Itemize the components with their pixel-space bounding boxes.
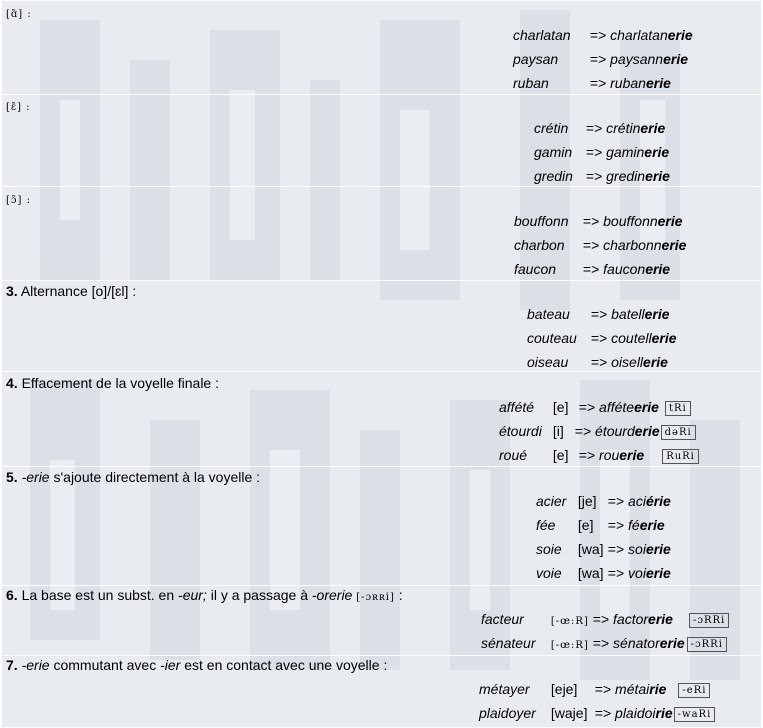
arrow: =>: [592, 635, 610, 651]
phonetic: [je]: [577, 493, 597, 509]
section-text: commutant avec: [49, 657, 161, 673]
derived-stem: crétin: [606, 120, 641, 136]
arrow: =>: [607, 493, 625, 509]
example-line: [513, 75, 671, 91]
suffix: erie: [640, 120, 666, 136]
arrow: =>: [592, 611, 610, 627]
example-line: [481, 635, 727, 652]
suffix: erie: [651, 330, 677, 346]
phonetic: [e]: [552, 447, 569, 463]
derived-stem: faucon: [603, 261, 646, 277]
phonetic: [waje]: [550, 705, 588, 721]
base-word: charbon: [514, 237, 565, 253]
derived-stem: soi: [628, 541, 646, 557]
arrow: =>: [578, 399, 596, 415]
ipa-transcription: -waRi: [674, 707, 716, 722]
base-word: voie: [536, 565, 562, 581]
arrow: =>: [590, 354, 608, 370]
arrow: =>: [607, 517, 625, 533]
suffix: erie: [644, 144, 670, 160]
label-nasal-a: [6, 4, 32, 20]
base-word: étourdi: [499, 423, 542, 439]
base-word: faucon: [514, 261, 557, 277]
example-line: [499, 447, 699, 464]
suffix-term: -orerie: [311, 587, 353, 603]
section-text: Effacement de la voyelle finale :: [21, 375, 219, 391]
derived-stem: bouffonn: [603, 213, 658, 229]
derived-stem: plaidoi: [615, 705, 656, 721]
derived-stem: charlatan: [610, 27, 668, 43]
row-separator: [0, 280, 763, 281]
suffix: erie: [667, 27, 693, 43]
base-word: oiseau: [527, 354, 569, 370]
suffix-term: -erie: [21, 657, 50, 673]
suffix: erie: [645, 565, 671, 581]
derived-stem: métai: [615, 681, 650, 697]
section-number: 3.: [6, 283, 18, 299]
suffix: erie: [661, 237, 687, 253]
base-word: charlatan: [513, 27, 571, 43]
derived-stem: gamin: [606, 144, 645, 160]
row-separator: [0, 655, 763, 656]
example-line: [527, 354, 668, 370]
section-3-heading: [6, 283, 136, 299]
suffix-term: -eur;: [178, 587, 207, 603]
row-separator: [0, 0, 763, 1]
example-line: [514, 237, 686, 253]
example-line: [514, 261, 670, 277]
suffix: erie: [639, 517, 665, 533]
derived-stem: sénator: [613, 635, 660, 651]
arrow: =>: [594, 681, 612, 697]
example-line: [513, 27, 693, 43]
base-word: ruban: [513, 75, 549, 91]
example-line: [527, 330, 677, 346]
ipa-transcription: -ɔRRi: [689, 613, 729, 628]
suffix: erie: [663, 51, 688, 67]
suffix: érie: [645, 493, 671, 509]
base-word: couteau: [527, 330, 577, 346]
example-line: [536, 541, 671, 557]
suffix: erie: [648, 611, 673, 627]
derived-stem: étourd: [595, 423, 635, 439]
row-separator: [0, 186, 763, 187]
suffix: erie: [645, 75, 671, 91]
arrow: =>: [582, 237, 600, 253]
base-word: bouffonn: [514, 213, 569, 229]
base-word: acier: [536, 493, 567, 509]
example-line: [536, 565, 671, 581]
arrow: =>: [582, 213, 600, 229]
phonetic-label: [ɔ̃] :: [6, 195, 31, 206]
ipa-transcription: tRi: [665, 401, 691, 416]
derived-stem: rou: [599, 447, 620, 463]
row-separator: [0, 94, 763, 95]
row-separator: [0, 585, 763, 586]
suffix-term: -ier: [160, 657, 181, 673]
ipa-transcription: -eRi: [678, 683, 710, 698]
suffix: erie: [619, 447, 645, 463]
phonetic: [e]: [552, 399, 569, 415]
arrow: =>: [590, 306, 608, 322]
derived-stem: aci: [628, 493, 646, 509]
phonetic: [wa]: [577, 541, 604, 557]
example-line: [527, 306, 670, 322]
base-word: affété: [499, 399, 535, 415]
arrow: =>: [590, 330, 608, 346]
suffix: erie: [657, 213, 683, 229]
section-5-heading: [6, 469, 260, 485]
phonetic: [-œ:R]: [550, 640, 589, 651]
section-number: 7.: [6, 657, 18, 673]
section-6-heading: [6, 587, 403, 603]
suffix: rie: [649, 681, 667, 697]
suffix: rie: [655, 705, 673, 721]
phonetic: [e]: [577, 517, 594, 533]
base-word: fée: [536, 517, 556, 533]
example-line: [514, 213, 683, 229]
phonetic: [-œ:R]: [550, 616, 589, 627]
example-line: [536, 493, 671, 509]
suffix: erie: [645, 168, 670, 184]
arrow: =>: [585, 144, 603, 160]
arrow: =>: [585, 168, 603, 184]
arrow: =>: [607, 541, 625, 557]
phonetic: [eje]: [550, 681, 578, 697]
left-border: [0, 0, 2, 728]
base-word: gredin: [534, 168, 573, 184]
section-text: Alternance [o]/[ɛl] :: [20, 283, 137, 299]
suffix: erie: [634, 423, 660, 439]
derived-stem: afféte: [599, 399, 635, 415]
phonetic: [wa]: [577, 565, 604, 581]
ipa-transcription: -ɔRRi: [687, 637, 727, 652]
derived-stem: paysann: [610, 51, 664, 67]
row-separator: [0, 371, 763, 372]
base-word: crétin: [534, 120, 569, 136]
section-4-heading: [6, 375, 219, 391]
section-text: :: [394, 587, 403, 603]
section-number: 4.: [6, 375, 18, 391]
section-text: il y a passage à: [206, 587, 312, 603]
example-line: [513, 51, 688, 67]
base-word: facteur: [481, 611, 524, 627]
derived-stem: gredin: [606, 168, 646, 184]
derived-stem: factor: [613, 611, 649, 627]
arrow: =>: [582, 261, 600, 277]
derived-stem: ruban: [610, 75, 646, 91]
arrow: =>: [589, 51, 607, 67]
phonetic-label: [ɛ̃] :: [6, 102, 31, 113]
base-word: paysan: [513, 51, 559, 67]
base-word: gamin: [534, 144, 573, 160]
base-word: sénateur: [481, 635, 536, 651]
suffix: erie: [634, 399, 659, 415]
example-line: [481, 611, 729, 628]
arrow: =>: [594, 705, 612, 721]
base-word: plaidoyer: [479, 705, 536, 721]
arrow: =>: [585, 120, 603, 136]
suffix: erie: [643, 354, 668, 370]
section-text: est en contact avec une voyelle :: [180, 657, 388, 673]
suffix: erie: [645, 261, 671, 277]
phonetic-label: [-ɔʀʀi]: [356, 592, 395, 603]
phonetic-label: [ɑ̃] :: [6, 9, 32, 20]
example-line: [499, 423, 696, 440]
derived-stem: voi: [628, 565, 646, 581]
arrow: =>: [574, 423, 592, 439]
example-line: [479, 705, 715, 722]
suffix-term: -erie: [21, 469, 50, 485]
example-line: [534, 120, 665, 136]
section-text: La base est un subst. en: [17, 587, 179, 603]
example-line: [534, 168, 670, 184]
derived-stem: fé: [628, 517, 640, 533]
derived-stem: coutell: [611, 330, 652, 346]
ipa-transcription: RuRi: [662, 449, 699, 464]
base-word: roué: [499, 447, 528, 463]
row-separator: [0, 466, 763, 467]
ipa-transcription: dəRi: [661, 425, 696, 440]
derived-stem: charbonn: [603, 237, 662, 253]
derived-stem: batell: [611, 306, 645, 322]
example-line: [499, 399, 691, 416]
example-line: [534, 144, 669, 160]
section-7-heading: [6, 657, 387, 673]
arrow: =>: [589, 75, 607, 91]
base-word: métayer: [479, 681, 530, 697]
base-word: soie: [536, 541, 562, 557]
arrow: =>: [607, 565, 625, 581]
example-line: [479, 681, 710, 698]
example-line: [536, 517, 665, 533]
phonetic: [i]: [552, 423, 564, 439]
label-nasal-e: [6, 97, 31, 113]
suffix: erie: [659, 635, 685, 651]
base-word: bateau: [527, 306, 570, 322]
derived-stem: oisell: [611, 354, 644, 370]
section-number: 5.: [6, 469, 18, 485]
label-nasal-o: [6, 190, 31, 206]
suffix: erie: [645, 541, 671, 557]
section-number: 6.: [6, 587, 18, 603]
section-text: s'ajoute directement à la voyelle :: [49, 469, 261, 485]
arrow: =>: [589, 27, 607, 43]
arrow: =>: [578, 447, 596, 463]
suffix: erie: [644, 306, 670, 322]
